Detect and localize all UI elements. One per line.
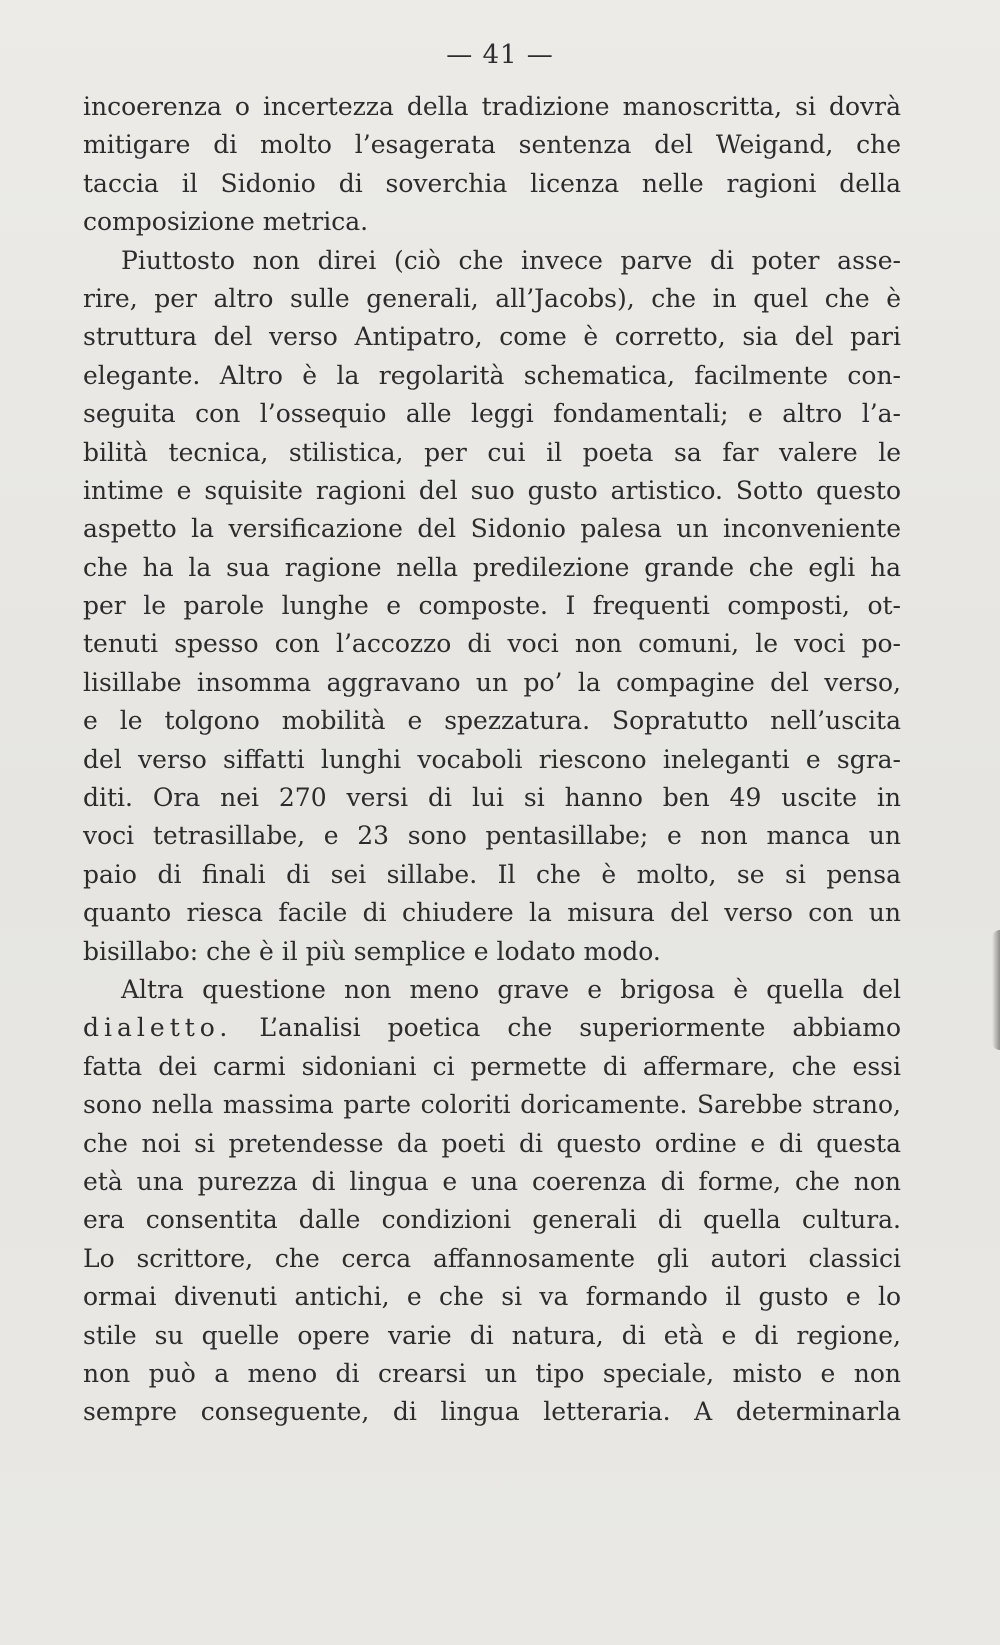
text-line: incoerenza o incertezza della tradizione manoscritta, si dovrà bbox=[83, 92, 901, 121]
page-number: — 41 — bbox=[446, 40, 554, 70]
text-line: età una purezza di lingua e una coerenza di forme, che non bbox=[83, 1166, 901, 1196]
text-line: per le parole lunghe e composte. I frequenti composti, ot- bbox=[83, 591, 901, 621]
text-line: lisillabe insomma aggravano un po’ la compagine del verso, bbox=[83, 667, 901, 697]
page-edge-shadow bbox=[992, 930, 1000, 1050]
spaced-emphasis: dialetto. bbox=[83, 1013, 233, 1043]
text-line: voci tetrasillabe, e 23 sono pentasillabe; e non manca un bbox=[83, 821, 901, 851]
text-line: tenuti spesso con l’accozzo di voci non comuni, le voci po- bbox=[83, 629, 901, 659]
text-line: Altra questione non meno grave e brigosa è quella del bbox=[121, 974, 901, 1004]
text-segment: L’analisi poetica che superiormente abbiamo bbox=[232, 1013, 901, 1043]
text-line: seguita con l’ossequio alle leggi fondamentali; e altro l’a- bbox=[83, 399, 901, 429]
text-line: mitigare di molto l’esagerata sentenza del Weigand, che bbox=[83, 130, 901, 160]
text-line: sono nella massima parte coloriti doricamente. Sarebbe strano, bbox=[83, 1090, 901, 1120]
text-line: rire, per altro sulle generali, all’Jacobs), che in quel che è bbox=[83, 283, 901, 313]
text-line: ormai divenuti antichi, e che si va formando il gusto e lo bbox=[83, 1282, 901, 1312]
text-line: taccia il Sidonio di soverchia licenza nelle ragioni della bbox=[83, 168, 901, 198]
text-line: che noi si pretendesse da poeti di questo ordine e di questa bbox=[83, 1128, 901, 1158]
text-line: che ha la sua ragione nella predilezione grande che egli ha bbox=[83, 552, 901, 582]
text-line: diti. Ora nei 270 versi di lui si hanno ben 49 uscite in bbox=[83, 783, 901, 813]
text-line: Lo scrittore, che cerca affannosamente gli autori classici bbox=[83, 1243, 901, 1273]
text-line: era consentita dalle condizioni generali di quella cultura. bbox=[83, 1205, 901, 1235]
text-line: del verso siffatti lunghi vocaboli riescono ineleganti e sgra- bbox=[83, 744, 901, 774]
text-line: stile su quelle opere varie di natura, di età e di regione, bbox=[83, 1320, 901, 1350]
text-line: intime e squisite ragioni del suo gusto artistico. Sotto questo bbox=[83, 475, 901, 505]
text-line: non può a meno di crearsi un tipo speciale, misto e non bbox=[83, 1358, 901, 1388]
text-line: bisillabo: che è il più semplice e lodato modo. bbox=[83, 936, 661, 966]
text-line: struttura del verso Antipatro, come è corretto, sia del pari bbox=[83, 322, 901, 352]
text-line: bilità tecnica, stilistica, per cui il poeta sa far valere le bbox=[83, 437, 901, 467]
body-text bbox=[83, 88, 901, 1432]
text-line: composizione metrica. bbox=[83, 207, 369, 237]
text-line: fatta dei carmi sidoniani ci permette di affermare, che essi bbox=[83, 1051, 901, 1081]
text-line: sempre conseguente, di lingua letteraria. A determinarla bbox=[83, 1397, 901, 1427]
text-line bbox=[83, 1009, 901, 1047]
text-line: quanto riesca facile di chiudere la misura del verso con un bbox=[83, 898, 901, 928]
text-line: paio di finali di sei sillabe. Il che è molto, se si pensa bbox=[83, 859, 901, 889]
text-line: e le tolgono mobilità e spezzatura. Sopratutto nell’uscita bbox=[83, 706, 901, 736]
text-line: aspetto la versificazione del Sidonio palesa un inconveniente bbox=[83, 514, 901, 544]
text-line: elegante. Altro è la regolarità schematica, facilmente con- bbox=[83, 360, 901, 390]
text-line: Piuttosto non direi (ciò che invece parve di poter asse- bbox=[121, 245, 901, 275]
